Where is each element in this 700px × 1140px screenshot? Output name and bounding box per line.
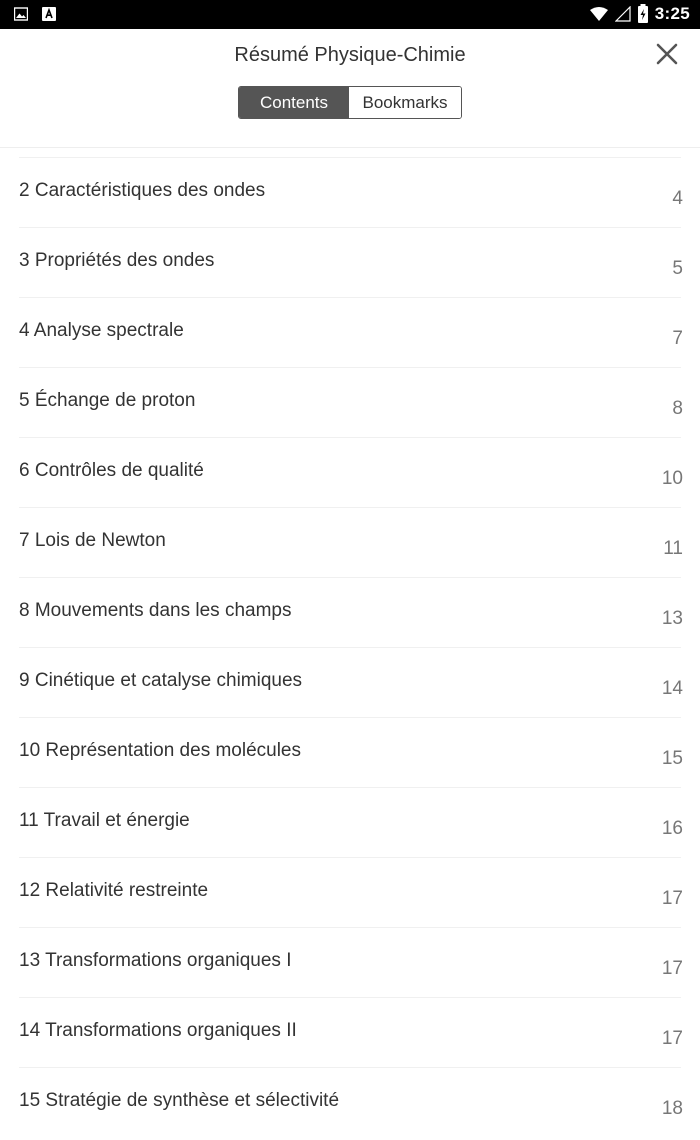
toc-item[interactable]	[19, 437, 681, 507]
toc-item-page: 5	[672, 258, 683, 279]
close-icon	[655, 42, 679, 66]
toc-item[interactable]	[19, 857, 681, 927]
toc-item-title: 12 Relativité restreinte	[19, 880, 209, 901]
toc-item-title: 8 Mouvements dans les champs	[19, 600, 292, 621]
toc-item-title: 10 Représentation des molécules	[19, 740, 302, 761]
toc-item-title: 9 Cinétique et catalyse chimiques	[19, 670, 303, 691]
toc-item[interactable]	[19, 717, 681, 787]
toc-item-page: 13	[661, 608, 683, 629]
toc-item-page: 10	[661, 468, 683, 489]
toc-item-title: 11 Travail et énergie	[19, 810, 190, 831]
battery-charging-icon	[637, 4, 649, 24]
toc-item[interactable]	[19, 927, 681, 997]
status-bar	[0, 0, 700, 29]
toc-item[interactable]	[19, 367, 681, 437]
toc-item-page: 14	[661, 678, 683, 699]
status-time: 3:25	[654, 4, 690, 23]
close-button[interactable]	[652, 39, 682, 69]
toc-item[interactable]	[19, 997, 681, 1067]
toc-item-title: 3 Propriétés des ondes	[19, 250, 215, 271]
header-divider	[0, 147, 700, 148]
toc-header	[0, 29, 700, 147]
toc-item[interactable]	[19, 507, 681, 577]
toc-item-title: 14 Transformations organiques II	[19, 1020, 297, 1041]
a-icon	[42, 7, 56, 21]
wifi-icon	[589, 6, 609, 22]
toc-item-title: 5 Échange de proton	[19, 390, 196, 411]
toc-list	[0, 157, 700, 1137]
toc-item-page: 11	[663, 538, 683, 559]
signal-icon	[615, 6, 631, 22]
toc-item-page: 7	[672, 328, 683, 349]
toc-item[interactable]	[19, 647, 681, 717]
toc-item-page: 4	[672, 188, 683, 209]
toc-item[interactable]	[19, 787, 681, 857]
toc-item-title: 2 Caractéristiques des ondes	[19, 180, 266, 201]
toc-item-page: 8	[672, 398, 683, 419]
toc-item[interactable]	[19, 227, 681, 297]
toc-item-page: 15	[661, 748, 683, 769]
toc-item-title: 13 Transformations organiques I	[19, 950, 292, 971]
toc-item[interactable]	[19, 297, 681, 367]
toc-item-page: 17	[661, 888, 683, 909]
toc-item-page: 16	[661, 818, 683, 839]
view-switcher	[238, 86, 462, 119]
tab-bookmarks[interactable]: Bookmarks	[349, 87, 461, 118]
toc-item-title: 7 Lois de Newton	[19, 530, 166, 551]
toc-item-title: 15 Stratégie de synthèse et sélectivité	[19, 1090, 340, 1111]
document-title: Résumé Physique-Chimie	[234, 44, 466, 66]
toc-item[interactable]	[19, 157, 681, 227]
toc-item-page: 17	[661, 958, 683, 979]
toc-item[interactable]	[19, 1067, 681, 1137]
image-icon	[14, 7, 28, 21]
toc-item-page: 18	[661, 1098, 683, 1119]
tab-contents[interactable]: Contents	[239, 87, 349, 118]
toc-item-title: 6 Contrôles de qualité	[19, 460, 204, 481]
toc-item[interactable]	[19, 577, 681, 647]
toc-item-page: 17	[661, 1028, 683, 1049]
toc-item-title: 4 Analyse spectrale	[19, 320, 184, 341]
